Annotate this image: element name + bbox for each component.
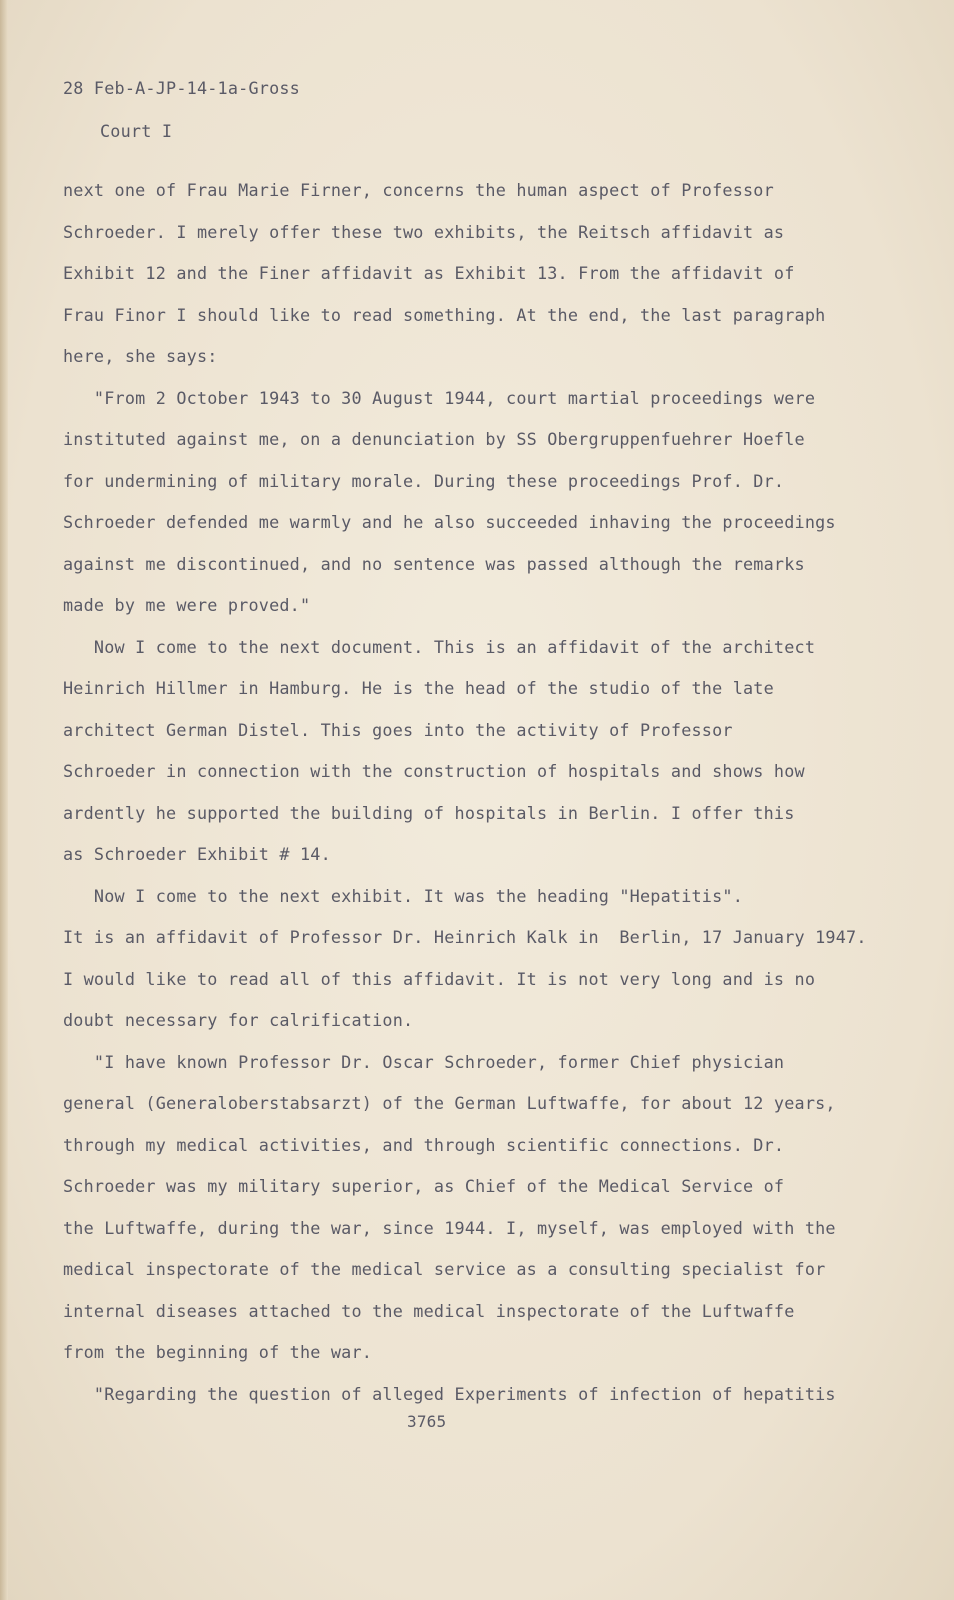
- body-line: "Regarding the question of alleged Experiments of infection of hepatitis: [63, 1384, 836, 1404]
- body-line: made by me were proved.": [63, 595, 311, 615]
- page-number: 3765: [407, 1412, 447, 1431]
- body-line: doubt necessary for calrification.: [63, 1010, 414, 1030]
- body-line: Schroeder was my military superior, as Chief of the Medical Service of: [63, 1176, 785, 1196]
- body-line: It is an affidavit of Professor Dr. Heinrich Kalk in Berlin, 17 January 1947.: [63, 927, 867, 947]
- body-line: "From 2 October 1943 to 30 August 1944, court martial proceedings were: [63, 388, 816, 408]
- body-line: from the beginning of the war.: [63, 1342, 373, 1362]
- body-line: I would like to read all of this affidavit. It is not very long and is no: [63, 969, 816, 989]
- body-line: through my medical activities, and through scientific connections. Dr.: [63, 1135, 785, 1155]
- body-line: as Schroeder Exhibit # 14.: [63, 844, 331, 864]
- body-line: here, she says:: [63, 346, 218, 366]
- court-label: Court I: [100, 121, 173, 141]
- body-line: Schroeder. I merely offer these two exhibits, the Reitsch affidavit as: [63, 222, 785, 242]
- body-line: Exhibit 12 and the Finer affidavit as Exhibit 13. From the affidavit of: [63, 263, 795, 283]
- body-line: Heinrich Hillmer in Hamburg. He is the head of the studio of the late: [63, 678, 774, 698]
- body-line: Schroeder in connection with the construction of hospitals and shows how: [63, 761, 805, 781]
- body-line: general (Generaloberstabsarzt) of the German Luftwaffe, for about 12 years,: [63, 1093, 836, 1113]
- body-line: Now I come to the next document. This is an affidavit of the architect: [63, 637, 816, 657]
- body-line: next one of Frau Marie Firner, concerns the human aspect of Professor: [63, 180, 774, 200]
- body-line: Frau Finor I should like to read something. At the end, the last paragraph: [63, 305, 826, 325]
- body-line: ardently he supported the building of hospitals in Berlin. I offer this: [63, 803, 795, 823]
- document-reference: 28 Feb-A-JP-14-1a-Gross: [63, 78, 300, 98]
- body-line: the Luftwaffe, during the war, since 1944. I, myself, was employed with the: [63, 1218, 836, 1238]
- body-line: Now I come to the next exhibit. It was the heading "Hepatitis".: [63, 886, 744, 906]
- body-line: against me discontinued, and no sentence was passed although the remarks: [63, 554, 805, 574]
- body-line: "I have known Professor Dr. Oscar Schroeder, former Chief physician: [63, 1052, 785, 1072]
- body-line: internal diseases attached to the medical inspectorate of the Luftwaffe: [63, 1301, 795, 1321]
- body-line: medical inspectorate of the medical service as a consulting specialist for: [63, 1259, 826, 1279]
- body-line: Schroeder defended me warmly and he also succeeded inhaving the proceedings: [63, 512, 836, 532]
- body-line: instituted against me, on a denunciation by SS Obergruppenfuehrer Hoefle: [63, 429, 805, 449]
- page-edge: [0, 0, 8, 1600]
- body-line: for undermining of military morale. During these proceedings Prof. Dr.: [63, 471, 785, 491]
- body-line: architect German Distel. This goes into the activity of Professor: [63, 720, 733, 740]
